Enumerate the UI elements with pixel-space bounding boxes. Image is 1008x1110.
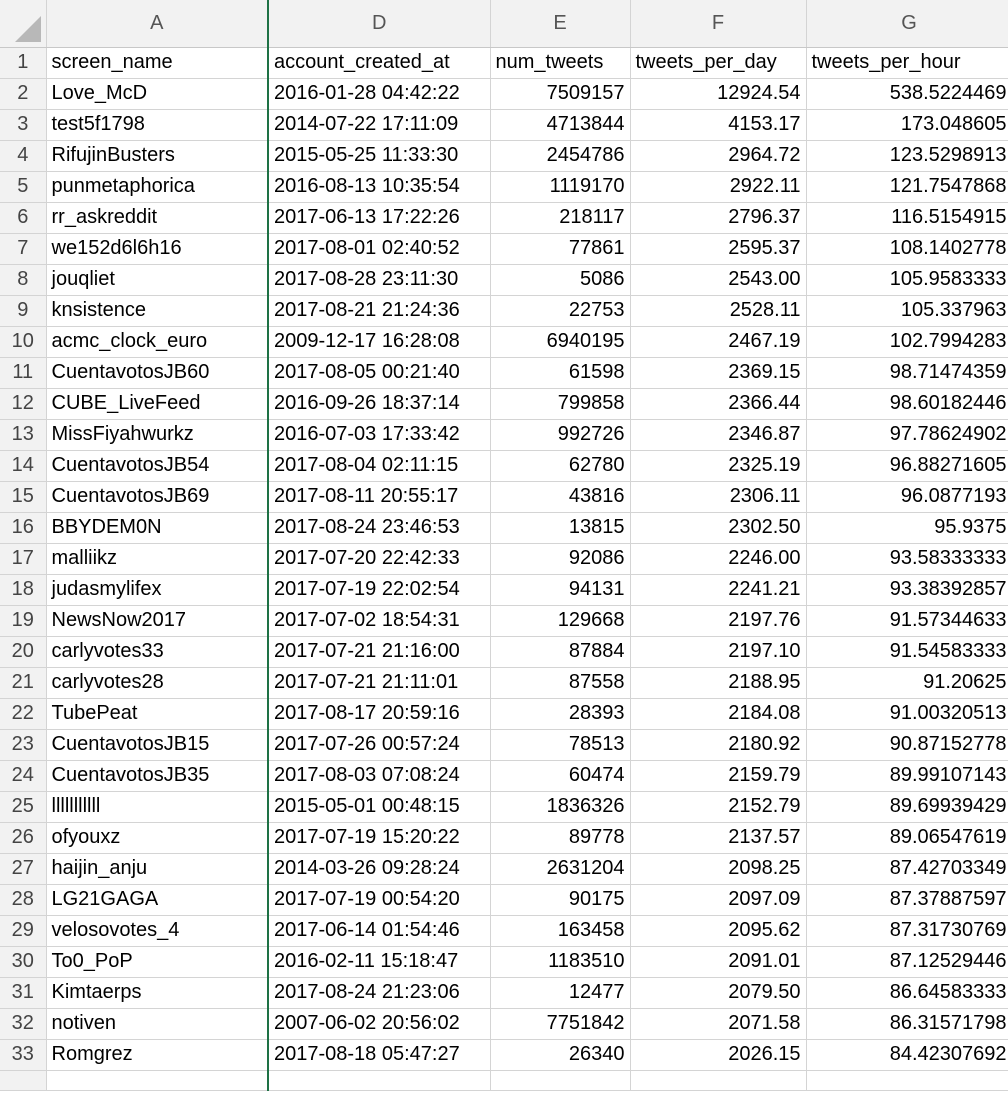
table-row: [0, 977, 1008, 1008]
tweets-per-hour-cell[interactable]: 89.06547619: [806, 822, 1008, 853]
screen-name-cell[interactable]: LG21GAGA: [46, 884, 268, 915]
account-created-cell[interactable]: 2017-08-04 02:11:15: [268, 450, 490, 481]
screen-name-cell[interactable]: malliikz: [46, 543, 268, 574]
screen-name-cell[interactable]: Kimtaerps: [46, 977, 268, 1008]
screen-name-cell[interactable]: haijin_anju: [46, 853, 268, 884]
partial-row: [0, 1070, 1008, 1090]
account-created-cell[interactable]: 2017-07-21 21:16:00: [268, 636, 490, 667]
select-all-triangle-icon: [15, 16, 41, 42]
table-row: [0, 512, 1008, 543]
account-created-cell[interactable]: 2017-07-26 00:57:24: [268, 729, 490, 760]
row-number[interactable]: 29: [0, 915, 46, 946]
screen-name-cell[interactable]: CUBE_LiveFeed: [46, 388, 268, 419]
table-row: [0, 481, 1008, 512]
screen-name-cell[interactable]: punmetaphorica: [46, 171, 268, 202]
row-number[interactable]: 13: [0, 419, 46, 450]
tweets-per-day-cell[interactable]: 2366.44: [630, 388, 806, 419]
num-tweets-cell[interactable]: 94131: [490, 574, 630, 605]
tweets-per-hour-cell[interactable]: 87.37887597: [806, 884, 1008, 915]
row-number[interactable]: 12: [0, 388, 46, 419]
screen-name-cell[interactable]: MissFiyahwurkz: [46, 419, 268, 450]
tweets-per-day-cell[interactable]: 2095.62: [630, 915, 806, 946]
empty-cell[interactable]: [630, 1070, 806, 1090]
table-row: [0, 605, 1008, 636]
tweets-per-hour-cell[interactable]: 91.00320513: [806, 698, 1008, 729]
row-number[interactable]: 31: [0, 977, 46, 1008]
screen-name-cell[interactable]: BBYDEM0N: [46, 512, 268, 543]
screen-name-cell[interactable]: judasmylifex: [46, 574, 268, 605]
screen-name-cell[interactable]: CuentavotosJB15: [46, 729, 268, 760]
table-row: [0, 729, 1008, 760]
row-number[interactable]: 9: [0, 295, 46, 326]
table-row: [0, 388, 1008, 419]
num-tweets-cell[interactable]: 43816: [490, 481, 630, 512]
screen-name-cell[interactable]: ofyouxz: [46, 822, 268, 853]
account-created-cell[interactable]: account_created_at: [268, 47, 490, 78]
table-row: [0, 1008, 1008, 1039]
account-created-cell[interactable]: 2017-06-14 01:54:46: [268, 915, 490, 946]
tweets-per-hour-cell[interactable]: tweets_per_hour: [806, 47, 1008, 78]
tweets-per-hour-cell[interactable]: 121.7547868: [806, 171, 1008, 202]
num-tweets-cell[interactable]: 89778: [490, 822, 630, 853]
num-tweets-cell[interactable]: 5086: [490, 264, 630, 295]
tweets-per-hour-cell[interactable]: 86.31571798: [806, 1008, 1008, 1039]
num-tweets-cell[interactable]: 2631204: [490, 853, 630, 884]
account-created-cell[interactable]: 2015-05-01 00:48:15: [268, 791, 490, 822]
screen-name-cell[interactable]: NewsNow2017: [46, 605, 268, 636]
num-tweets-cell[interactable]: 218117: [490, 202, 630, 233]
account-created-cell[interactable]: 2017-07-19 22:02:54: [268, 574, 490, 605]
tweets-per-day-cell[interactable]: 2098.25: [630, 853, 806, 884]
row-number[interactable]: 8: [0, 264, 46, 295]
table-row: [0, 109, 1008, 140]
tweets-per-day-cell[interactable]: 2197.76: [630, 605, 806, 636]
screen-name-cell[interactable]: Romgrez: [46, 1039, 268, 1070]
account-created-cell[interactable]: 2015-05-25 11:33:30: [268, 140, 490, 171]
account-created-cell[interactable]: 2017-07-02 18:54:31: [268, 605, 490, 636]
table-row: [0, 822, 1008, 853]
table-row: [0, 233, 1008, 264]
screen-name-cell[interactable]: carlyvotes28: [46, 667, 268, 698]
tweets-per-hour-cell[interactable]: 102.7994283: [806, 326, 1008, 357]
row-number[interactable]: 27: [0, 853, 46, 884]
account-created-cell[interactable]: 2016-01-28 04:42:22: [268, 78, 490, 109]
screen-name-cell[interactable]: notiven: [46, 1008, 268, 1039]
tweets-per-hour-cell[interactable]: 173.048605: [806, 109, 1008, 140]
screen-name-cell[interactable]: Love_McD: [46, 78, 268, 109]
num-tweets-cell[interactable]: 1183510: [490, 946, 630, 977]
tweets-per-day-cell[interactable]: 2796.37: [630, 202, 806, 233]
table-row: [0, 636, 1008, 667]
tweets-per-hour-cell[interactable]: 97.78624902: [806, 419, 1008, 450]
table-row: [0, 295, 1008, 326]
num-tweets-cell[interactable]: 87884: [490, 636, 630, 667]
account-created-cell[interactable]: 2017-07-20 22:42:33: [268, 543, 490, 574]
table-row: [0, 884, 1008, 915]
account-created-cell[interactable]: 2017-08-11 20:55:17: [268, 481, 490, 512]
num-tweets-cell[interactable]: 62780: [490, 450, 630, 481]
account-created-cell[interactable]: 2014-03-26 09:28:24: [268, 853, 490, 884]
row-number[interactable]: 14: [0, 450, 46, 481]
account-created-cell[interactable]: 2017-08-21 21:24:36: [268, 295, 490, 326]
empty-cell[interactable]: [268, 1070, 490, 1090]
num-tweets-cell[interactable]: 60474: [490, 760, 630, 791]
num-tweets-cell[interactable]: 92086: [490, 543, 630, 574]
num-tweets-cell[interactable]: 129668: [490, 605, 630, 636]
tweets-per-day-cell[interactable]: 2079.50: [630, 977, 806, 1008]
account-created-cell[interactable]: 2016-02-11 15:18:47: [268, 946, 490, 977]
account-created-cell[interactable]: 2009-12-17 16:28:08: [268, 326, 490, 357]
row-number[interactable]: 4: [0, 140, 46, 171]
row-number[interactable]: 28: [0, 884, 46, 915]
tweets-per-day-cell[interactable]: 2595.37: [630, 233, 806, 264]
empty-cell[interactable]: [490, 1070, 630, 1090]
tweets-per-hour-cell[interactable]: 87.31730769: [806, 915, 1008, 946]
num-tweets-cell[interactable]: 87558: [490, 667, 630, 698]
row-number[interactable]: 20: [0, 636, 46, 667]
account-created-cell[interactable]: 2017-08-18 05:47:27: [268, 1039, 490, 1070]
column-header-f[interactable]: F: [630, 0, 806, 47]
num-tweets-cell[interactable]: 163458: [490, 915, 630, 946]
account-created-cell[interactable]: 2017-08-28 23:11:30: [268, 264, 490, 295]
table-row: [0, 1039, 1008, 1070]
account-created-cell[interactable]: 2017-07-21 21:11:01: [268, 667, 490, 698]
row-number[interactable]: 21: [0, 667, 46, 698]
row-number[interactable]: 19: [0, 605, 46, 636]
num-tweets-cell[interactable]: 22753: [490, 295, 630, 326]
num-tweets-cell[interactable]: 6940195: [490, 326, 630, 357]
tweets-per-hour-cell[interactable]: 95.9375: [806, 512, 1008, 543]
tweets-per-day-cell[interactable]: 12924.54: [630, 78, 806, 109]
tweets-per-day-cell[interactable]: 2325.19: [630, 450, 806, 481]
row-number[interactable]: 2: [0, 78, 46, 109]
empty-cell[interactable]: [806, 1070, 1008, 1090]
screen-name-cell[interactable]: TubePeat: [46, 698, 268, 729]
row-number[interactable]: 23: [0, 729, 46, 760]
tweets-per-day-cell[interactable]: 2306.11: [630, 481, 806, 512]
account-created-cell[interactable]: 2017-08-05 00:21:40: [268, 357, 490, 388]
table-row: [0, 574, 1008, 605]
column-header-row: [0, 0, 1008, 47]
table-row: [0, 326, 1008, 357]
account-created-cell[interactable]: 2016-08-13 10:35:54: [268, 171, 490, 202]
table-row: [0, 760, 1008, 791]
table-row: [0, 78, 1008, 109]
tweets-per-day-cell[interactable]: 2091.01: [630, 946, 806, 977]
tweets-per-hour-cell[interactable]: 89.99107143: [806, 760, 1008, 791]
table-row: [0, 543, 1008, 574]
tweets-per-day-cell[interactable]: 2197.10: [630, 636, 806, 667]
account-created-cell[interactable]: 2017-06-13 17:22:26: [268, 202, 490, 233]
num-tweets-cell[interactable]: 90175: [490, 884, 630, 915]
tweets-per-hour-cell[interactable]: 98.60182446: [806, 388, 1008, 419]
row-number[interactable]: 11: [0, 357, 46, 388]
tweets-per-day-cell[interactable]: 2241.21: [630, 574, 806, 605]
tweets-per-day-cell[interactable]: 2302.50: [630, 512, 806, 543]
row-number[interactable]: [0, 1070, 46, 1090]
table-row: [0, 140, 1008, 171]
tweets-per-hour-cell[interactable]: 91.54583333: [806, 636, 1008, 667]
column-header-d[interactable]: D: [268, 0, 490, 47]
num-tweets-cell[interactable]: 2454786: [490, 140, 630, 171]
account-created-cell[interactable]: 2017-08-03 07:08:24: [268, 760, 490, 791]
account-created-cell[interactable]: 2016-09-26 18:37:14: [268, 388, 490, 419]
select-all-corner[interactable]: [0, 0, 46, 47]
table-row: [0, 791, 1008, 822]
num-tweets-cell[interactable]: 7509157: [490, 78, 630, 109]
table-row: [0, 357, 1008, 388]
num-tweets-cell[interactable]: 61598: [490, 357, 630, 388]
row-number[interactable]: 30: [0, 946, 46, 977]
tweets-per-day-cell[interactable]: 2543.00: [630, 264, 806, 295]
tweets-per-hour-cell[interactable]: 90.87152778: [806, 729, 1008, 760]
account-created-cell[interactable]: 2017-08-17 20:59:16: [268, 698, 490, 729]
account-created-cell[interactable]: 2017-07-19 00:54:20: [268, 884, 490, 915]
tweets-per-hour-cell[interactable]: 93.38392857: [806, 574, 1008, 605]
tweets-per-hour-cell[interactable]: 98.71474359: [806, 357, 1008, 388]
table-row: [0, 264, 1008, 295]
tweets-per-hour-cell[interactable]: 91.20625: [806, 667, 1008, 698]
row-number[interactable]: 1: [0, 47, 46, 78]
num-tweets-cell[interactable]: 992726: [490, 419, 630, 450]
account-created-cell[interactable]: 2017-07-19 15:20:22: [268, 822, 490, 853]
screen-name-cell[interactable]: acmc_clock_euro: [46, 326, 268, 357]
tweets-per-day-cell[interactable]: 2467.19: [630, 326, 806, 357]
row-number[interactable]: 3: [0, 109, 46, 140]
tweets-per-day-cell[interactable]: 2137.57: [630, 822, 806, 853]
tweets-per-day-cell[interactable]: tweets_per_day: [630, 47, 806, 78]
tweets-per-day-cell[interactable]: 2246.00: [630, 543, 806, 574]
row-number[interactable]: 33: [0, 1039, 46, 1070]
row-number[interactable]: 22: [0, 698, 46, 729]
tweets-per-day-cell[interactable]: 2180.92: [630, 729, 806, 760]
num-tweets-cell[interactable]: 13815: [490, 512, 630, 543]
tweets-per-hour-cell[interactable]: 86.64583333: [806, 977, 1008, 1008]
screen-name-cell[interactable]: To0_PoP: [46, 946, 268, 977]
table-row: [0, 667, 1008, 698]
screen-name-cell[interactable]: rr_askreddit: [46, 202, 268, 233]
num-tweets-cell[interactable]: 28393: [490, 698, 630, 729]
screen-name-cell[interactable]: lllllllllll: [46, 791, 268, 822]
tweets-per-day-cell[interactable]: 2071.58: [630, 1008, 806, 1039]
screen-name-cell[interactable]: knsistence: [46, 295, 268, 326]
table-row: [0, 202, 1008, 233]
row-number[interactable]: 17: [0, 543, 46, 574]
screen-name-cell[interactable]: CuentavotosJB54: [46, 450, 268, 481]
table-row: [0, 419, 1008, 450]
account-created-cell[interactable]: 2016-07-03 17:33:42: [268, 419, 490, 450]
num-tweets-cell[interactable]: 26340: [490, 1039, 630, 1070]
screen-name-cell[interactable]: RifujinBusters: [46, 140, 268, 171]
tweets-per-hour-cell[interactable]: 105.337963: [806, 295, 1008, 326]
tweets-per-hour-cell[interactable]: 87.42703349: [806, 853, 1008, 884]
screen-name-cell[interactable]: carlyvotes33: [46, 636, 268, 667]
row-number[interactable]: 10: [0, 326, 46, 357]
tweets-per-hour-cell[interactable]: 96.0877193: [806, 481, 1008, 512]
table-row: [0, 171, 1008, 202]
account-created-cell[interactable]: 2017-08-01 02:40:52: [268, 233, 490, 264]
tweets-per-hour-cell[interactable]: 93.58333333: [806, 543, 1008, 574]
screen-name-cell[interactable]: jouqliet: [46, 264, 268, 295]
num-tweets-cell[interactable]: 78513: [490, 729, 630, 760]
screen-name-cell[interactable]: we152d6l6h16: [46, 233, 268, 264]
row-number[interactable]: 18: [0, 574, 46, 605]
tweets-per-day-cell[interactable]: 2346.87: [630, 419, 806, 450]
tweets-per-day-cell[interactable]: 2026.15: [630, 1039, 806, 1070]
column-header-g[interactable]: G: [806, 0, 1008, 47]
num-tweets-cell[interactable]: num_tweets: [490, 47, 630, 78]
row-number[interactable]: 32: [0, 1008, 46, 1039]
num-tweets-cell[interactable]: 12477: [490, 977, 630, 1008]
table-row: [0, 450, 1008, 481]
tweets-per-day-cell[interactable]: 4153.17: [630, 109, 806, 140]
num-tweets-cell[interactable]: 1119170: [490, 171, 630, 202]
header-data-row: [0, 47, 1008, 78]
table-row: [0, 698, 1008, 729]
tweets-per-day-cell[interactable]: 2188.95: [630, 667, 806, 698]
screen-name-cell[interactable]: test5f1798: [46, 109, 268, 140]
empty-cell[interactable]: [46, 1070, 268, 1090]
num-tweets-cell[interactable]: 1836326: [490, 791, 630, 822]
screen-name-cell[interactable]: velosovotes_4: [46, 915, 268, 946]
tweets-per-hour-cell[interactable]: 91.57344633: [806, 605, 1008, 636]
num-tweets-cell[interactable]: 7751842: [490, 1008, 630, 1039]
screen-name-cell[interactable]: CuentavotosJB35: [46, 760, 268, 791]
tweets-per-day-cell[interactable]: 2528.11: [630, 295, 806, 326]
screen-name-cell[interactable]: CuentavotosJB60: [46, 357, 268, 388]
tweets-per-day-cell[interactable]: 2152.79: [630, 791, 806, 822]
account-created-cell[interactable]: 2017-08-24 23:46:53: [268, 512, 490, 543]
account-created-cell[interactable]: 2017-08-24 21:23:06: [268, 977, 490, 1008]
tweets-per-hour-cell[interactable]: 538.5224469: [806, 78, 1008, 109]
tweets-per-day-cell[interactable]: 2097.09: [630, 884, 806, 915]
account-created-cell[interactable]: 2007-06-02 20:56:02: [268, 1008, 490, 1039]
table-row: [0, 915, 1008, 946]
column-header-a[interactable]: A: [46, 0, 268, 47]
table-row: [0, 946, 1008, 977]
screen-name-cell[interactable]: CuentavotosJB69: [46, 481, 268, 512]
tweets-per-hour-cell[interactable]: 84.42307692: [806, 1039, 1008, 1070]
tweets-per-hour-cell[interactable]: 116.5154915: [806, 202, 1008, 233]
row-number[interactable]: 5: [0, 171, 46, 202]
tweets-per-day-cell[interactable]: 2184.08: [630, 698, 806, 729]
tweets-per-day-cell[interactable]: 2159.79: [630, 760, 806, 791]
row-number[interactable]: 16: [0, 512, 46, 543]
num-tweets-cell[interactable]: 799858: [490, 388, 630, 419]
tweets-per-hour-cell[interactable]: 105.9583333: [806, 264, 1008, 295]
tweets-per-day-cell[interactable]: 2369.15: [630, 357, 806, 388]
table-row: [0, 853, 1008, 884]
tweets-per-day-cell[interactable]: 2964.72: [630, 140, 806, 171]
tweets-per-hour-cell[interactable]: 89.69939429: [806, 791, 1008, 822]
row-number[interactable]: 7: [0, 233, 46, 264]
tweets-per-hour-cell[interactable]: 87.12529446: [806, 946, 1008, 977]
column-header-e[interactable]: E: [490, 0, 630, 47]
num-tweets-cell[interactable]: 4713844: [490, 109, 630, 140]
account-created-cell[interactable]: 2014-07-22 17:11:09: [268, 109, 490, 140]
tweets-per-hour-cell[interactable]: 108.1402778: [806, 233, 1008, 264]
tweets-per-hour-cell[interactable]: 123.5298913: [806, 140, 1008, 171]
row-number[interactable]: 26: [0, 822, 46, 853]
row-number[interactable]: 6: [0, 202, 46, 233]
screen-name-cell[interactable]: screen_name: [46, 47, 268, 78]
num-tweets-cell[interactable]: 77861: [490, 233, 630, 264]
row-number[interactable]: 24: [0, 760, 46, 791]
row-number[interactable]: 15: [0, 481, 46, 512]
tweets-per-hour-cell[interactable]: 96.88271605: [806, 450, 1008, 481]
tweets-per-day-cell[interactable]: 2922.11: [630, 171, 806, 202]
row-number[interactable]: 25: [0, 791, 46, 822]
